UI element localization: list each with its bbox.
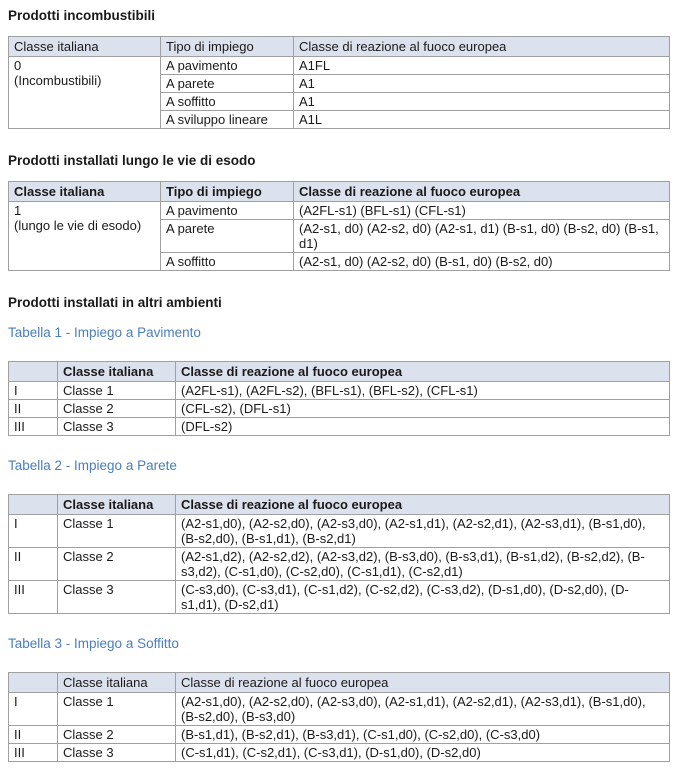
cell-classe-italiana: Classe 3 (58, 418, 176, 436)
cell-classe: A1 (294, 75, 670, 93)
table-vie-di-esodo (8, 181, 670, 271)
cell-classe-italiana: Classe 3 (58, 744, 176, 762)
group-class-number: 0 (14, 58, 22, 73)
tabella-2-parete (8, 494, 670, 614)
cell-classe-europea: (B-s1,d1), (B-s2,d1), (B-s3,d1), (C-s1,d0), (C-s2,d0), (C-s3,d0) (176, 726, 670, 744)
header-classe-italiana: Classe italiana (9, 182, 161, 202)
cell-numeral: III (9, 581, 58, 614)
cell-classe-italiana: Classe 2 (58, 726, 176, 744)
table-row (9, 515, 670, 548)
table-header-row (9, 362, 670, 382)
table-header-row (9, 495, 670, 515)
header-classe-europea: Classe di reazione al fuoco europea (176, 362, 670, 382)
cell-numeral: II (9, 548, 58, 581)
header-classe-italiana: Classe italiana (58, 362, 176, 382)
header-classe-italiana: Classe italiana (58, 495, 176, 515)
cell-classe-italiana: Classe 1 (58, 382, 176, 400)
cell-tipo: A soffitto (161, 93, 294, 111)
cell-numeral: II (9, 726, 58, 744)
header-classe-europea: Classe di reazione al fuoco europea (176, 673, 670, 693)
cell-numeral: I (9, 382, 58, 400)
cell-classe-europea: (DFL-s2) (176, 418, 670, 436)
section-heading-altri-ambienti: Prodotti installati in altri ambienti (8, 295, 222, 310)
group-class-label: (lungo le vie di esodo) (14, 218, 142, 233)
group-class-label: (Incombustibili) (14, 73, 102, 88)
cell-classe-europea: (C-s3,d0), (C-s3,d1), (C-s1,d2), (C-s2,d2), (C-s3,d2), (D-s1,d0), (D-s2,d0), (D-s1,d1), (D-s2,d1) (176, 581, 670, 614)
cell-classe-europea: (A2-s1,d2), (A2-s2,d2), (A2-s3,d2), (B-s3,d0), (B-s3,d1), (B-s1,d2), (B-s2,d2), (B-s3,d2), (C-s1,d0), (C-s2,d0), (C-s1,d1), (C-s2,d1) (176, 548, 670, 581)
header-empty-cell (9, 673, 58, 693)
cell-classe: A1FL (294, 57, 670, 75)
table-row (9, 400, 670, 418)
section-heading-incombustibili: Prodotti incombustibili (8, 8, 155, 23)
cell-classe-italiana: Classe 1 (58, 515, 176, 548)
cell-numeral: III (9, 744, 58, 762)
cell-classe-europea: (A2-s1,d0), (A2-s2,d0), (A2-s3,d0), (A2-s1,d1), (A2-s2,d1), (A2-s3,d1), (B-s1,d0), (B-s2,d0), (B-s3,d0) (176, 693, 670, 726)
cell-classe-europea: (CFL-s2), (DFL-s1) (176, 400, 670, 418)
cell-classe-italiana: Classe 1 (58, 693, 176, 726)
cell-tipo: A pavimento (161, 57, 294, 75)
tabella-3-soffitto (8, 672, 670, 762)
table-row (9, 418, 670, 436)
header-empty-cell (9, 362, 58, 382)
cell-classe-europea: (A2-s1,d0), (A2-s2,d0), (A2-s3,d0), (A2-s1,d1), (A2-s2,d1), (A2-s3,d1), (B-s1,d0), (B-s2,d0), (B-s1,d1), (B-s2,d1) (176, 515, 670, 548)
table-row (9, 548, 670, 581)
table-header-row (9, 673, 670, 693)
cell-classe: A1L (294, 111, 670, 129)
group-class-number: 1 (14, 203, 22, 218)
header-classe-italiana: Classe italiana (9, 37, 161, 57)
table-row (9, 202, 670, 220)
cell-classe: A1 (294, 93, 670, 111)
cell-classe-europea: (C-s1,d1), (C-s2,d1), (C-s3,d1), (D-s1,d0), (D-s2,d0) (176, 744, 670, 762)
caption-tabella-2: Tabella 2 - Impiego a Parete (8, 458, 177, 473)
cell-numeral: II (9, 400, 58, 418)
table-row (9, 581, 670, 614)
tabella-1-pavimento (8, 361, 670, 436)
group-cell-classe-0 (9, 57, 161, 129)
header-classe-europea: Classe di reazione al fuoco europea (294, 37, 670, 57)
header-classe-europea: Classe di reazione al fuoco europea (176, 495, 670, 515)
cell-tipo: A pavimento (161, 202, 294, 220)
cell-tipo: A sviluppo lineare (161, 111, 294, 129)
cell-numeral: III (9, 418, 58, 436)
table-header-row (9, 37, 670, 57)
table-row (9, 693, 670, 726)
header-empty-cell (9, 495, 58, 515)
cell-numeral: I (9, 693, 58, 726)
cell-classe-europea: (A2FL-s1), (A2FL-s2), (BFL-s1), (BFL-s2), (CFL-s1) (176, 382, 670, 400)
table-row (9, 726, 670, 744)
header-tipo-impiego: Tipo di impiego (161, 37, 294, 57)
group-cell-classe-1 (9, 202, 161, 271)
caption-tabella-3: Tabella 3 - Impiego a Soffitto (8, 636, 179, 651)
table-header-row (9, 182, 670, 202)
caption-tabella-1: Tabella 1 - Impiego a Pavimento (8, 325, 201, 340)
header-classe-europea: Classe di reazione al fuoco europea (294, 182, 670, 202)
cell-tipo: A parete (161, 75, 294, 93)
cell-classe-italiana: Classe 2 (58, 400, 176, 418)
cell-classe-italiana: Classe 3 (58, 581, 176, 614)
cell-numeral: I (9, 515, 58, 548)
cell-classe: (A2-s1, d0) (A2-s2, d0) (B-s1, d0) (B-s2, d0) (294, 253, 670, 271)
section-heading-vie-di-esodo: Prodotti installati lungo le vie di esodo (8, 153, 256, 168)
table-incombustibili (8, 36, 670, 129)
cell-tipo: A soffitto (161, 253, 294, 271)
table-row (9, 57, 670, 75)
header-tipo-impiego: Tipo di impiego (161, 182, 294, 202)
cell-classe: (A2-s1, d0) (A2-s2, d0) (A2-s1, d1) (B-s1, d0) (B-s2, d0) (B-s1, d1) (294, 220, 670, 253)
header-classe-italiana: Classe italiana (58, 673, 176, 693)
table-row (9, 382, 670, 400)
cell-tipo: A parete (161, 220, 294, 253)
cell-classe-italiana: Classe 2 (58, 548, 176, 581)
table-row (9, 744, 670, 762)
cell-classe: (A2FL-s1) (BFL-s1) (CFL-s1) (294, 202, 670, 220)
